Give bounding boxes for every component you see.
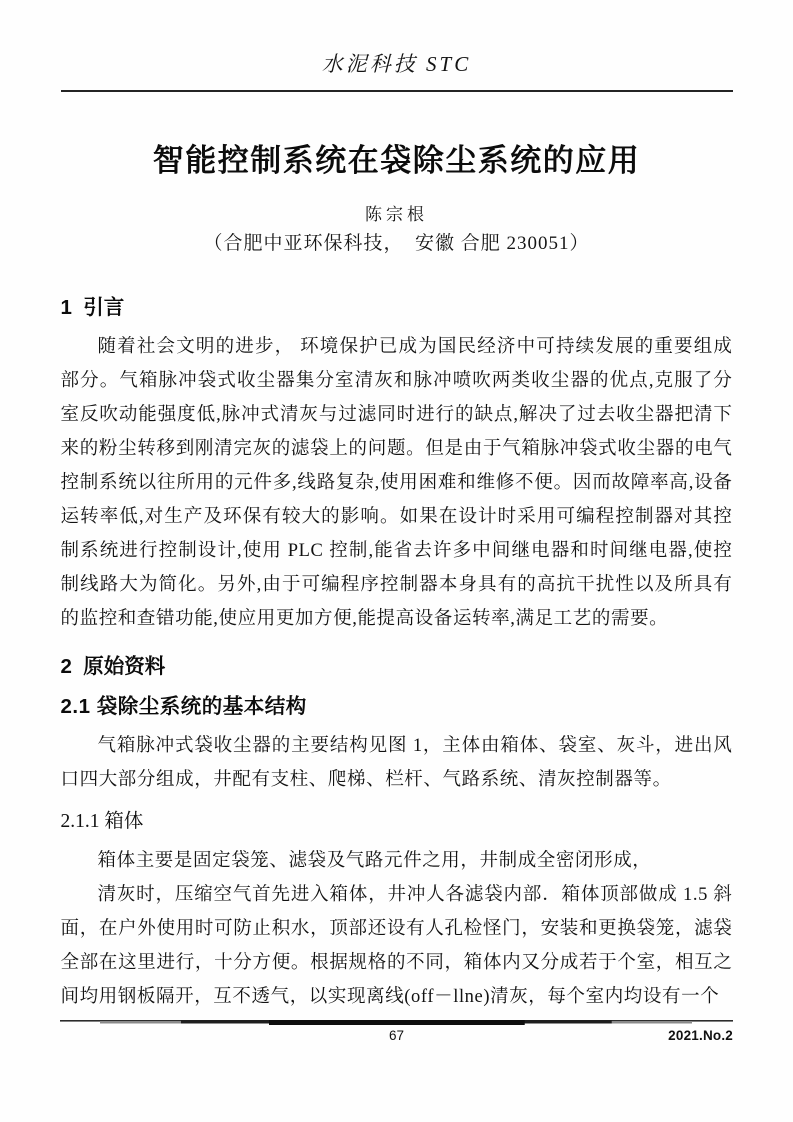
journal-name: 水泥科技 STC	[321, 52, 472, 76]
paragraph-basic-structure: 气箱脉冲式袋收尘器的主要结构见图 1，主体由箱体、袋室、灰斗，进出风口四大部分组成，井配有支柱、爬梯、栏杆、气路系统、清灰控制器等。	[60, 736, 733, 790]
section-heading-introduction: 1 引言	[60, 296, 125, 319]
author-name: 陈宗根	[365, 205, 428, 224]
paragraph-introduction: 随着社会文明的进步， 环境保护已成为国民经济中可持续发展的重要组成部分。气箱脉冲袋式收尘器集分室清灰和脉冲喷吹两类收尘器的优点,克服了分室反吹动能强度低,脉冲式清灰与过滤同时进行的缺点,解决了过去收尘器把清下来的粉尘转移到刚清完灰的滤袋上的问题。但是由于气箱脉冲袋式收尘器的电气控制系统以往所用的元件多,线路复杂,使用困难和维修不便。因而故障率高,设备运转率低,对生产及环保有较大的影响。如果在设计时采用可编程控制器对其控制系统进行控制设计,使用 PLC 控制,能省去许多中间继电器和时间继电器,使控制线路大为简化。另外,由于可编程序控制器本身具有的高抗干扰性以及所具有的监控和查错功能,使应用更加方便,能提高设备运转率,满足工艺的需要。	[60, 337, 733, 629]
footer-rule	[60, 1020, 733, 1025]
author-affiliation: （合肥中亚环保科技， 安徽 合肥 230051）	[203, 233, 590, 254]
page-content	[61, 0, 733, 1014]
footer-row	[60, 1028, 733, 1046]
paragraph-box-body-2: 清灰时，压缩空气首先进入箱体，井冲人各滤袋内部．箱体顶部做成 1.5 斜面，在户外使用时可防止积水，顶部还设有人孔检怪门，安装和更换袋笼，滤袋全部在这里进行，十分方便。根据规格的不同，箱体内又分成若于个室，相互之间均用钢板隔开，互不透气，以实现离线(off－llne)清灰，每个室内均设有一个	[60, 885, 733, 1007]
issue-label: 2021.No.2	[668, 1028, 733, 1043]
header-rule	[61, 90, 733, 92]
page-number: 67	[388, 1028, 405, 1043]
page-footer	[60, 1020, 733, 1046]
paragraph-box-body-1: 箱体主要是固定袋笼、滤袋及气路元件之用，井制成全密闭形成，	[97, 851, 652, 871]
section-heading-original-data: 2 原始资料	[60, 655, 166, 678]
article-title: 智能控制系统在袋除尘系统的应用	[152, 143, 641, 178]
subsubsection-heading-box-body: 2.1.1 箱体	[60, 811, 144, 832]
subsection-heading-basic-structure: 2.1 袋除尘系统的基本结构	[60, 695, 307, 718]
